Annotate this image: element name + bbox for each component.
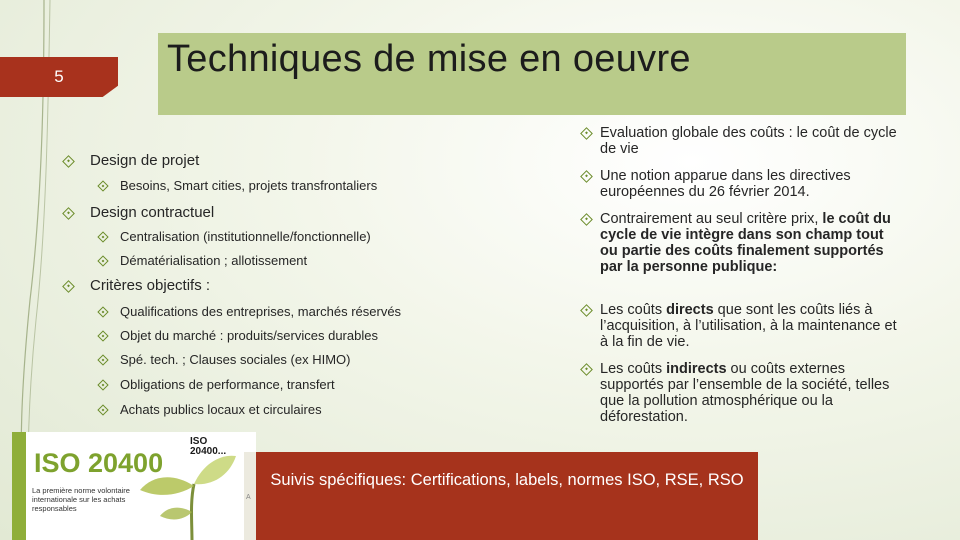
iso-green-bar [12, 432, 26, 540]
bullet-contrairement-prix: Contrairement au seul critère prix, le coût du cycle de vie intègre dans son champ tout ou partie des coûts finalement supportés par la personne publique: [582, 211, 900, 275]
callout-suivis-specifiques: Suivis spécifiques: Certifications, labels, normes ISO, RSE, RSO [256, 452, 758, 540]
sub-bullet-achats-publics: Achats publics locaux et circulaires [99, 402, 322, 417]
sub-bullet-obligations: Obligations de performance, transfert [99, 377, 335, 392]
diamond-bullet-icon [97, 379, 108, 390]
sub-bullet-centralisation: Centralisation (institutionnelle/fonctionnelle) [99, 229, 371, 244]
bullet-couts-indirects: Les coûts indirects ou coûts externes supportés par l’ensemble de la société, telles que la pollution atmosphérique ou la déforestation. [582, 361, 900, 425]
iso-20400-image [12, 432, 256, 540]
diamond-bullet-icon [580, 170, 593, 183]
diamond-bullet-icon [580, 127, 593, 140]
diamond-bullet-icon [62, 280, 75, 293]
callout-edge-text: A [246, 494, 251, 501]
sub-bullet-objet-marche: Objet du marché : produits/services durables [99, 328, 378, 343]
bullet-design-projet: Design de projet [64, 152, 199, 169]
diamond-bullet-icon [62, 207, 75, 220]
bullet-couts-directs: Les coûts directs que sont les coûts liés à l’acquisition, à l’utilisation, à la maintenance et à la fin de vie. [582, 302, 900, 350]
diamond-bullet-icon [97, 255, 108, 266]
diamond-bullet-icon [580, 363, 593, 376]
diamond-bullet-icon [97, 180, 108, 191]
bullet-evaluation-globale: Evaluation globale des coûts : le coût de cycle de vie [582, 125, 900, 157]
seedling-icon [132, 442, 242, 540]
diamond-bullet-icon [97, 231, 108, 242]
iso-20400-tagline: La première norme volontaire internationale sur les achats responsables [32, 486, 130, 513]
bullet-notion-directives: Une notion apparue dans les directives européennes du 26 février 2014. [582, 168, 900, 200]
bullet-design-contractuel: Design contractuel [64, 204, 214, 221]
sub-bullet-spe-tech: Spé. tech. ; Clauses sociales (ex HIMO) [99, 352, 350, 367]
diamond-bullet-icon [97, 330, 108, 341]
slide-title: Techniques de mise en oeuvre [167, 38, 691, 80]
diamond-bullet-icon [62, 155, 75, 168]
iso-20400-label: ISO 20400 [34, 448, 164, 478]
diamond-bullet-icon [97, 354, 108, 365]
diamond-bullet-icon [97, 404, 108, 415]
bullet-criteres-objectifs: Critères objectifs : [64, 277, 210, 294]
sub-bullet-qualifications: Qualifications des entreprises, marchés réservés [99, 304, 401, 319]
diamond-bullet-icon [580, 213, 593, 226]
sub-bullet-dematerialisation: Dématérialisation ; allotissement [99, 253, 307, 268]
sub-bullet-besoins: Besoins, Smart cities, projets transfrontaliers [99, 178, 377, 193]
diamond-bullet-icon [580, 304, 593, 317]
slide-number: 5 [54, 67, 64, 86]
diamond-bullet-icon [97, 306, 108, 317]
iso-20400-logo: ISO 20400... [190, 436, 227, 457]
